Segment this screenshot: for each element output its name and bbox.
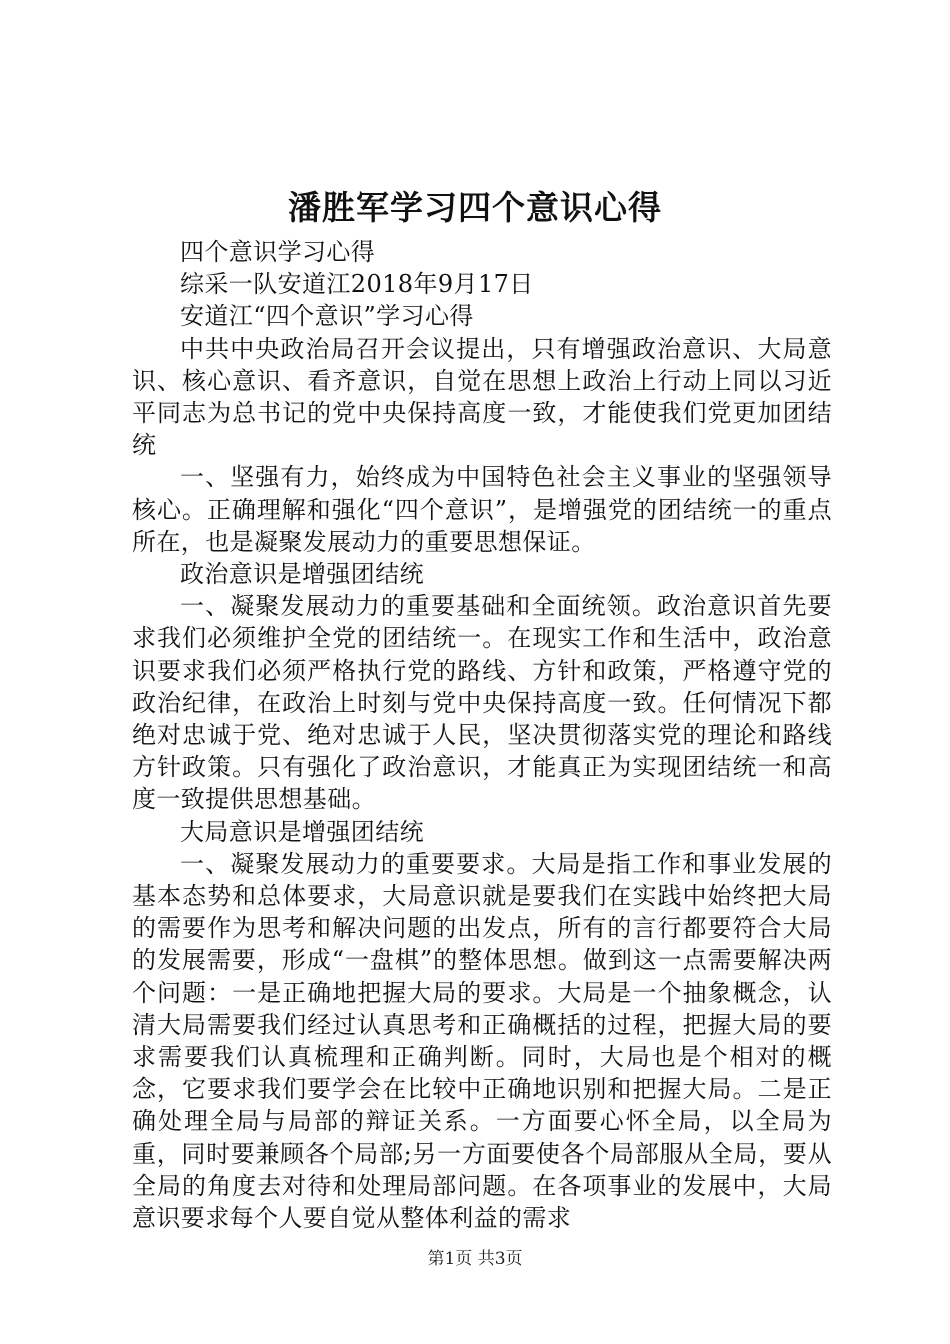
document-title: 潘胜军学习四个意识心得 xyxy=(288,188,662,227)
paragraph: 一、凝聚发展动力的重要要求。大局是指工作和事业发展的基本态势和总体要求，大局意识就是要我们在实践中始终把大局的需要作为思考和解决问题的出发点，所有的言行都要符合大局的发展需要，形成“一盘棋”的整体思想。做到这一点需要解决两个问题：一是正确地把握大局的要求。大局是一个抽象概念，认清大局需要我们经过认真思考和正确概括的过程，把握大局的要求需要我们认真梳理和正确判断。同时，大局也是个相对的概念，它要求我们要学会在比较中正确地识别和把握大局。二是正确处理全局与局部的辩证关系。一方面要心怀全局，以全局为重，同时要兼顾各个局部;另一方面要使各个局部服从全局，要从全局的角度去对待和处理局部问题。在各项事业的发展中，大局意识要求每个人要自觉从整体利益的需求 xyxy=(132,849,832,1233)
paragraph: 一、凝聚发展动力的重要基础和全面统领。政治意识首先要求我们必须维护全党的团结统一。在现实工作和生活中，政治意识要求我们必须严格执行党的路线、方针和政策，严格遵守党的政治纪律，在政治上时刻与党中央保持高度一致。任何情况下都绝对忠诚于党、绝对忠诚于人民，坚决贯彻落实党的理论和路线方针政策。只有强化了政治意识，才能真正为实现团结统一和高度一致提供思想基础。 xyxy=(132,592,832,814)
paragraph-author-date: 综采一队安道江2018年9月17日 xyxy=(180,270,534,299)
paragraph: 一、坚强有力，始终成为中国特色社会主义事业的坚强领导核心。正确理解和强化“四个意识”，是增强党的团结统一的重点所在，也是凝聚发展动力的重要思想保证。 xyxy=(132,463,832,556)
paragraph: 政治意识是增强团结统 xyxy=(180,560,424,589)
page-footer: 第1页 共3页 xyxy=(427,1249,523,1269)
paragraph-subtitle: 四个意识学习心得 xyxy=(180,238,376,266)
paragraph: 大局意识是增强团结统 xyxy=(180,817,424,846)
paragraph-heading: 安道江“四个意识”学习心得 xyxy=(180,302,474,331)
document-body xyxy=(132,236,832,1234)
paragraph: 中共中央政治局召开会议提出，只有增强政治意识、大局意识、核心意识、看齐意识，自觉在思想上政治上行动上同以习近平同志为总书记的党中央保持高度一致，才能使我们党更加团结统 xyxy=(132,334,832,460)
